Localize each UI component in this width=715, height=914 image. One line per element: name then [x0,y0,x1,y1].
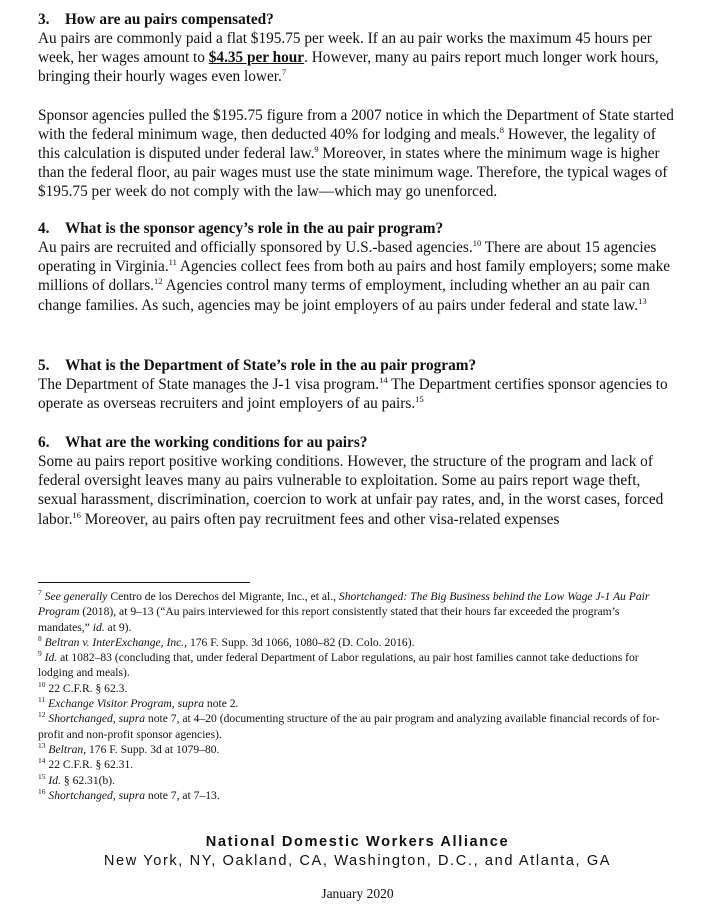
organization-name: National Domestic Workers Alliance [205,834,510,850]
citation-text: at 1082–83 (concluding that, under federal Department of Labor regulations, au pair host families cannot take deductions for lodging and meals). [38,651,639,680]
footnote-15 [38,773,668,788]
citation-italic: Exchange Visitor Program, supra [48,697,204,711]
citation-text: § 62.31(b). [60,773,116,787]
section-department-of-state [38,357,678,413]
organization-cities: New York, NY, Oakland, CA, Washington, D.C., and Atlanta, GA [103,853,612,869]
footnote-ref[interactable]: 10 [472,237,482,248]
footnote-13 [38,742,668,757]
section-sponsor-agency [38,220,678,315]
citation-text: , 176 F. Supp. 3d 1066, 1080–82 (D. Colo. 2016). [184,635,415,649]
citation-italic: Beltran v. InterExchange, Inc. [44,635,185,649]
footnote-ref[interactable]: 8 [499,124,505,135]
paragraph-text: Au pairs are recruited and officially sponsored by U.S.-based agencies. [38,239,473,256]
citation-text: Centro de los Derechos del Migrante, Inc., et al., [107,590,339,603]
footnote-number: 10 [38,679,46,689]
citation-text: note 2. [204,697,239,711]
citation-text: (2018), at 9–13 (“Au pairs interviewed for this report consistently stated that their hours far exceeded the program’s mandates,” [38,605,620,634]
footnote-ref[interactable]: 9 [314,143,319,154]
paragraph-text: Sponsor agencies pulled the $195.75 figure from a 2007 notice in which the Department of State started with the federal minimum wage, then deducted 40% for lodging and meals. [38,106,674,143]
section-number: 6. [38,434,50,451]
document-date: January 2020 [321,886,394,901]
footnote-11 [38,696,668,711]
paragraph-text: The Department of State manages the J-1 visa program. [38,376,380,393]
section-heading [38,11,678,29]
footnote-9 [38,650,668,681]
footnote-7 [38,589,668,635]
paragraph-text: However, the legality of this calculation is disputed under federal law. [38,125,656,163]
paragraph-text: Some au pairs report positive working conditions. However, the structure of the program and lack of federal oversight leaves many au pairs vulnerable to exploitation. Some au pairs report wage theft, sexual harassment, discrimination, coercion to work at unfair pay rates, and, in the worst cases, forced labor. [38,453,664,528]
footnote-16 [38,788,668,803]
citation-text: note 7, at 4–20 (documenting structure of the au pair program and analyzing available financial records of for-profit and non-profit sponsor agencies). [38,712,660,741]
citation-text: at 9). [104,620,132,634]
section-number: 5. [38,357,50,374]
footnotes [38,589,668,803]
paragraph-text: Moreover, au pairs often pay recruitment fees and other visa-related expenses [80,510,560,528]
paragraph-text: Agencies control many terms of employment, including whether an au pair can change families. As such, agencies may be joint employers of au pairs under federal and state law. [38,277,650,314]
paragraph [38,238,678,315]
paragraph-text: Moreover, in states where the minimum wage is higher than the federal floor, au pair wages must use the state minimum wage. Therefore, the typical wages of $195.75 per week do not comply with the law—which may go unenforced. [38,145,668,201]
citation-italic: Beltran [48,742,84,756]
paragraph-text: Agencies collect fees from both au pairs and host family employers; some make millions of dollars. [38,258,671,295]
hourly-wage-link[interactable]: $4.35 per hour [208,49,305,67]
citation-italic: Shortchanged, supra [48,712,146,726]
footnote-12 [38,711,668,742]
paragraph [38,375,678,413]
citation-italic: id. [92,620,105,634]
paragraph [38,29,678,87]
section-question: What is the Department of State’s role in the au pair program? [65,357,477,374]
footnote-number: 14 [38,756,46,766]
footnote-number: 7 [38,588,42,598]
paragraph [38,106,678,202]
section-question: What are the working conditions for au pairs? [65,434,368,451]
paragraph-text: . However, many au pairs report much longer work hours, bringing their hourly wages even lower. [38,49,659,86]
footnote-number: 11 [38,695,46,705]
section-compensation [38,11,678,202]
footnote-8 [38,635,668,650]
section-heading [38,357,678,375]
citation-text: 22 C.F.R. § 62.3. [45,681,128,695]
footnote-ref[interactable]: 12 [154,276,163,287]
footnote-14 [38,757,668,772]
paragraph-text: There are about 15 agencies operating in Virginia. [38,239,657,276]
footnote-number: 12 [38,710,46,720]
citation-italic: Shortchanged, supra [48,788,146,802]
footnote-ref[interactable]: 7 [281,67,287,78]
section-number: 4. [38,220,50,237]
footnote-ref[interactable]: 16 [72,509,81,520]
footnote-ref[interactable]: 11 [168,257,177,268]
footnote-ref[interactable]: 14 [379,374,388,385]
footnote-number: 16 [38,787,46,796]
citation-text: note 7, at 7–13. [145,788,220,802]
footnote-number: 13 [38,741,46,751]
citation-italic: Id. [48,773,61,787]
section-question: How are au pairs compensated? [65,11,274,28]
citation-text: 22 C.F.R. § 62.31. [45,758,134,772]
footnote-divider [38,582,250,583]
footnote-number: 15 [38,771,46,781]
section-heading [38,220,678,238]
section-number: 3. [38,11,50,28]
footnote-number: 8 [38,634,42,644]
footnote-10 [38,681,668,696]
section-question: What is the sponsor agency’s role in the au pair program? [65,220,444,237]
citation-italic: See generally [44,590,108,603]
paragraph-text: The Department certifies sponsor agencies to operate as overseas recruiters and joint employers of au pairs. [38,376,668,413]
section-heading [38,434,678,452]
footnote-number: 9 [38,649,42,659]
paragraph-text: Au pairs are commonly paid a flat $195.75 per week. If an au pair works the maximum 45 hours per week, her wages amount to [38,30,652,67]
footnote-ref[interactable]: 13 [638,295,647,306]
footnote-ref[interactable]: 15 [415,394,424,405]
citation-italic: Shortchanged: The Big Business behind the Low Wage J-1 Au Pair Program [38,590,650,619]
paragraph [38,452,678,529]
citation-text: , 176 F. Supp. 3d at 1079–80. [83,742,220,756]
section-working-conditions [38,434,678,529]
citation-italic: Id. [44,651,58,665]
